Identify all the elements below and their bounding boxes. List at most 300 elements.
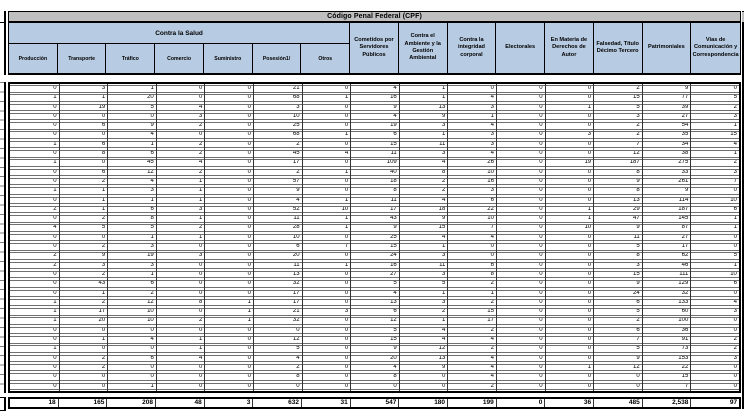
cell[interactable]: 0 (247, 86, 251, 91)
cell[interactable]: 13 (390, 299, 397, 305)
cell[interactable]: 0 (539, 364, 543, 370)
cell[interactable]: 28 (292, 225, 300, 231)
cell[interactable]: 10 (147, 309, 154, 315)
cell[interactable]: 0 (587, 281, 592, 287)
cell[interactable]: 0 (539, 244, 543, 250)
cell[interactable]: 1 (344, 216, 349, 222)
cell[interactable]: 0 (539, 141, 543, 147)
cell[interactable]: 3 (490, 141, 494, 147)
cell[interactable]: 0 (587, 95, 592, 101)
cell[interactable]: 11 (439, 141, 446, 147)
cell[interactable]: 0 (539, 216, 543, 222)
cell[interactable]: 0 (199, 383, 203, 389)
cell[interactable]: 6 (150, 151, 154, 157)
cell[interactable]: 17 (681, 244, 689, 250)
total-cell[interactable]: 3 (205, 399, 254, 407)
cell[interactable]: 20 (147, 95, 154, 101)
cell[interactable]: 1 (344, 169, 349, 175)
cell[interactable]: 35 (681, 132, 689, 138)
cell[interactable]: 0 (587, 337, 592, 343)
cell[interactable]: 15 (438, 225, 446, 231)
cell[interactable]: 0 (53, 169, 57, 175)
cell[interactable]: 24 (633, 290, 640, 296)
total-cell[interactable]: 0 (497, 399, 546, 407)
cell[interactable]: 3 (587, 132, 592, 138)
cell[interactable]: 0 (247, 141, 251, 147)
cell[interactable]: 3 (150, 244, 154, 250)
cell[interactable]: 1 (199, 197, 203, 203)
cell[interactable]: 8 (393, 188, 397, 194)
cell[interactable]: 1 (442, 132, 446, 138)
cell[interactable]: 0 (587, 346, 592, 352)
cell[interactable]: 9 (393, 346, 397, 352)
cell[interactable]: 1 (53, 141, 57, 147)
cell[interactable]: 0 (587, 327, 592, 333)
cell[interactable]: 100 (678, 318, 689, 324)
cell[interactable]: 0 (247, 327, 251, 333)
cell[interactable]: 0 (539, 206, 543, 212)
total-cell[interactable]: 485 (594, 399, 643, 407)
cell[interactable]: 4 (733, 141, 737, 147)
cell[interactable]: 3 (199, 113, 203, 119)
cell[interactable]: 3 (296, 104, 300, 110)
cell[interactable]: 0 (199, 281, 203, 287)
column-header-produccion[interactable]: Producción (9, 44, 58, 73)
column-header-patrimoniales[interactable]: Patrimoniales (643, 23, 692, 73)
cell[interactable]: 0 (344, 364, 349, 370)
cell[interactable]: 4 (296, 197, 300, 203)
cell[interactable]: 0 (539, 383, 543, 389)
cell[interactable]: 3 (490, 132, 494, 138)
cell[interactable]: 0 (247, 225, 251, 231)
cell[interactable]: 2 (53, 262, 57, 268)
cell[interactable]: 1 (733, 262, 737, 268)
cell[interactable]: 0 (539, 234, 543, 240)
cell[interactable]: 4 (393, 86, 397, 91)
cell[interactable]: 34 (681, 141, 689, 147)
cell[interactable]: 0 (199, 290, 203, 296)
cell[interactable]: 0 (539, 374, 543, 380)
cell[interactable]: 2 (733, 337, 737, 343)
column-header-suministro[interactable]: Suministro (204, 44, 253, 73)
cell[interactable]: 1 (344, 95, 349, 101)
cell[interactable]: 3 (490, 104, 494, 110)
cell[interactable]: 0 (53, 244, 57, 250)
cell[interactable]: 15 (633, 95, 640, 101)
cell[interactable]: 2 (636, 318, 640, 324)
cell[interactable]: 2 (101, 299, 106, 305)
cell[interactable]: 3 (490, 188, 494, 194)
cell[interactable]: 20 (98, 318, 106, 324)
cell[interactable]: 6 (150, 206, 154, 212)
cell[interactable]: 0 (539, 169, 543, 175)
cell[interactable]: 0 (101, 327, 106, 333)
cell[interactable]: 10 (730, 271, 737, 277)
cell[interactable]: 1 (199, 234, 203, 240)
cell[interactable]: 45 (147, 160, 154, 166)
cell[interactable]: 1 (53, 188, 57, 194)
cell[interactable]: 3 (733, 113, 737, 119)
cell[interactable]: 6 (393, 132, 397, 138)
column-header-vias-comunicacion[interactable]: Vías de Comunicación y Correspondencia (692, 37, 739, 58)
cell[interactable]: 1 (53, 299, 57, 305)
cell[interactable]: 0 (587, 290, 592, 296)
cell[interactable]: 0 (344, 383, 349, 389)
cell[interactable]: 2 (101, 355, 106, 361)
cell[interactable]: 0 (101, 234, 106, 240)
cell[interactable]: 0 (393, 383, 397, 389)
cell[interactable]: 0 (101, 160, 106, 166)
cell[interactable]: 3 (733, 309, 737, 315)
cell[interactable]: 2 (199, 169, 203, 175)
cell[interactable]: 0 (539, 132, 543, 138)
cell[interactable]: 2 (636, 132, 640, 138)
total-cell[interactable]: 199 (448, 399, 497, 407)
cell[interactable]: 0 (587, 141, 592, 147)
cell[interactable]: 27 (390, 271, 397, 277)
column-header-derechos-de-autor[interactable]: En Materia de Derechos de Autor (545, 23, 594, 73)
cell[interactable]: 1 (733, 151, 737, 157)
cell[interactable]: 0 (247, 281, 251, 287)
cell[interactable]: 17 (487, 318, 494, 324)
cell[interactable]: 19 (98, 104, 106, 110)
cell[interactable]: 1 (101, 337, 106, 343)
cell[interactable]: 10 (292, 234, 300, 240)
cell[interactable]: 0 (53, 132, 57, 138)
cell[interactable]: 57 (292, 178, 300, 184)
cell[interactable]: 0 (344, 141, 349, 147)
cell[interactable]: 4 (393, 364, 397, 370)
cell[interactable]: 1 (150, 197, 154, 203)
cell[interactable]: 0 (587, 271, 592, 277)
cell[interactable]: 18 (390, 178, 397, 184)
cell[interactable]: 29 (633, 206, 640, 212)
cell[interactable]: 24 (390, 253, 397, 259)
cell[interactable]: 0 (247, 346, 251, 352)
cell[interactable]: 0 (587, 169, 592, 175)
cell[interactable]: 77 (681, 95, 689, 101)
cell[interactable]: 6 (393, 309, 397, 315)
cell[interactable]: 0 (733, 290, 737, 296)
cell[interactable]: 1 (101, 290, 106, 296)
cell[interactable]: 4 (442, 337, 446, 343)
cell[interactable]: 0 (199, 132, 203, 138)
cell[interactable]: 0 (344, 178, 349, 184)
cell[interactable]: 2 (101, 216, 106, 222)
cell[interactable]: 0 (247, 197, 251, 203)
column-header-integridad-corporal[interactable]: Contra la integridad corporal (448, 23, 497, 73)
cell[interactable]: 2 (490, 346, 494, 352)
cell[interactable]: 0 (247, 262, 251, 268)
cell[interactable]: 153 (678, 355, 689, 361)
total-cell[interactable]: 36 (545, 399, 594, 407)
cell[interactable]: 0 (539, 299, 543, 305)
cell[interactable]: 6 (101, 141, 106, 147)
cell[interactable]: 4 (442, 160, 446, 166)
cell[interactable]: 0 (247, 160, 251, 166)
cell[interactable]: 10 (730, 197, 737, 203)
cell[interactable]: 0 (587, 262, 592, 268)
cell[interactable]: 11 (390, 197, 397, 203)
cell[interactable]: 0 (587, 151, 592, 157)
total-cell[interactable]: 31 (302, 399, 351, 407)
cell[interactable]: 0 (247, 244, 251, 250)
cell[interactable]: 1 (101, 197, 106, 203)
cell[interactable]: 1 (344, 132, 349, 138)
cell[interactable]: 0 (199, 309, 203, 315)
cell[interactable]: 3 (101, 86, 106, 91)
cell[interactable]: 0 (539, 337, 543, 343)
cell[interactable]: 1 (490, 113, 494, 119)
cell[interactable]: 0 (539, 225, 543, 231)
cell[interactable]: 3 (636, 113, 640, 119)
cell[interactable]: 27 (681, 113, 689, 119)
cell[interactable]: 0 (247, 113, 251, 119)
cell[interactable]: 4 (490, 364, 494, 370)
cell[interactable]: 5 (733, 95, 737, 101)
cell[interactable]: 0 (733, 383, 737, 389)
cell[interactable]: 47 (633, 216, 640, 222)
cell[interactable]: 12 (390, 318, 397, 324)
cell[interactable]: 1 (733, 225, 737, 231)
cell[interactable]: 4 (393, 290, 397, 296)
cell[interactable]: 17 (292, 290, 300, 296)
cell[interactable]: 4 (442, 327, 446, 333)
cell[interactable]: 0 (199, 262, 203, 268)
cell[interactable]: 2 (296, 169, 300, 175)
cell[interactable]: 1 (199, 216, 203, 222)
cell[interactable]: 0 (344, 113, 349, 119)
cell[interactable]: 0 (587, 309, 592, 315)
cell[interactable]: 261 (678, 178, 689, 184)
cell[interactable]: 0 (587, 318, 592, 324)
cell[interactable]: 15 (730, 132, 737, 138)
cell[interactable]: 0 (539, 253, 543, 259)
cell[interactable]: 16 (487, 178, 494, 184)
cell[interactable]: 2 (733, 160, 737, 166)
cell[interactable]: 0 (247, 132, 251, 138)
cell[interactable]: 0 (53, 113, 57, 119)
cell[interactable]: 0 (53, 383, 57, 389)
cell[interactable]: 0 (442, 374, 446, 380)
cell[interactable]: 11 (293, 262, 300, 268)
cell[interactable]: 1 (150, 383, 154, 389)
cell[interactable]: 0 (587, 383, 592, 389)
cell[interactable]: 6 (490, 197, 494, 203)
cell[interactable]: 0 (490, 244, 494, 250)
cell[interactable]: 12 (633, 364, 640, 370)
cell[interactable]: 1 (344, 225, 349, 231)
cell[interactable]: 0 (733, 188, 737, 194)
column-header-ambiente[interactable]: Contra el Ambiente y la Gestión Ambiental (399, 23, 448, 73)
cell[interactable]: 7 (490, 225, 494, 231)
cell[interactable]: 13 (438, 355, 446, 361)
cell[interactable]: 6 (296, 244, 300, 250)
cell[interactable]: 1 (587, 216, 592, 222)
cell[interactable]: 2 (199, 225, 203, 231)
cell[interactable]: 1 (490, 290, 494, 296)
cell[interactable]: 0 (344, 374, 349, 380)
cell[interactable]: 0 (247, 188, 251, 194)
cell[interactable]: 6 (101, 123, 106, 129)
cell[interactable]: 15 (681, 374, 689, 380)
cell[interactable]: 4 (442, 197, 446, 203)
cell[interactable]: 10 (487, 216, 494, 222)
cell[interactable]: 0 (296, 383, 300, 389)
cell[interactable]: 62 (681, 253, 689, 259)
cell[interactable]: 60 (681, 309, 689, 315)
cell[interactable]: 21 (292, 309, 300, 315)
cell[interactable]: 5 (150, 104, 154, 110)
cell[interactable]: 1 (199, 178, 203, 184)
column-header-otros[interactable]: Otros (301, 44, 350, 73)
cell[interactable]: 0 (150, 374, 154, 380)
cell[interactable]: 0 (53, 327, 57, 333)
cell[interactable]: 12 (633, 151, 640, 157)
cell[interactable]: 11 (633, 234, 640, 240)
cell[interactable]: 4 (53, 225, 57, 231)
cell[interactable]: 10 (487, 169, 494, 175)
cell[interactable]: 0 (344, 123, 349, 129)
cell[interactable]: 0 (587, 113, 592, 119)
cell[interactable]: 2 (442, 178, 446, 184)
cell[interactable]: 1 (150, 234, 154, 240)
cell[interactable]: 3 (199, 253, 203, 259)
cell[interactable]: 46 (681, 262, 689, 268)
cell[interactable]: 26 (487, 160, 494, 166)
cell[interactable]: 20 (390, 355, 397, 361)
cell[interactable]: 17 (292, 299, 300, 305)
cell[interactable]: 1 (53, 318, 57, 324)
cell[interactable]: 6 (101, 169, 106, 175)
cell[interactable]: 0 (53, 271, 57, 277)
cell[interactable]: 187 (678, 206, 689, 212)
cell[interactable]: 8 (442, 169, 446, 175)
cell[interactable]: 4 (199, 104, 203, 110)
cell[interactable]: 0 (53, 281, 57, 287)
cell[interactable]: 5 (101, 225, 106, 231)
cell[interactable]: 6 (150, 281, 154, 287)
cell[interactable]: 1 (442, 318, 446, 324)
group-header-contra-la-salud[interactable]: Contra la Salud (9, 23, 350, 44)
cell[interactable]: 2 (101, 271, 106, 277)
cell[interactable]: 1 (101, 188, 106, 194)
cell[interactable]: 2 (199, 318, 203, 324)
cell[interactable]: 0 (587, 299, 592, 305)
cell[interactable]: 22 (681, 364, 689, 370)
cell[interactable]: 0 (199, 327, 203, 333)
cell[interactable]: 0 (199, 86, 203, 91)
cell[interactable]: 3 (150, 188, 154, 194)
cell[interactable]: 7 (684, 383, 689, 389)
cell[interactable]: 15 (390, 141, 397, 147)
cell[interactable]: 3 (442, 253, 446, 259)
cell[interactable]: 0 (247, 290, 251, 296)
cell[interactable]: 0 (101, 374, 106, 380)
cell[interactable]: 0 (587, 197, 592, 203)
cell[interactable]: 0 (733, 374, 737, 380)
cell[interactable]: 1 (53, 309, 57, 315)
cell[interactable]: 54 (681, 123, 689, 129)
cell[interactable]: 6 (150, 355, 154, 361)
cell[interactable]: 275 (678, 160, 689, 166)
cell[interactable]: 1 (247, 299, 251, 305)
cell[interactable]: 6 (636, 299, 640, 305)
cell[interactable]: 2 (442, 188, 446, 194)
cell[interactable]: 0 (539, 309, 543, 315)
cell[interactable]: 1 (199, 337, 203, 343)
cell[interactable]: 6 (733, 206, 737, 212)
cell[interactable]: 0 (587, 253, 592, 259)
cell[interactable]: 2 (296, 364, 300, 370)
cell[interactable]: 3 (442, 271, 446, 277)
cell[interactable]: 25 (292, 123, 300, 129)
cell[interactable]: 9 (442, 364, 446, 370)
cell[interactable]: 0 (199, 95, 203, 101)
cell[interactable]: 16 (390, 95, 397, 101)
cell[interactable]: 0 (150, 346, 154, 352)
cell[interactable]: 0 (539, 197, 543, 203)
cell[interactable]: 0 (101, 383, 106, 389)
cell[interactable]: 5 (393, 327, 397, 333)
cell[interactable]: 9 (296, 188, 300, 194)
cell[interactable]: 0 (247, 383, 251, 389)
cell[interactable]: 8 (101, 151, 106, 157)
cell[interactable]: 4 (490, 151, 494, 157)
cell[interactable]: 1 (53, 160, 57, 166)
cell[interactable]: 1 (587, 364, 592, 370)
total-cell[interactable]: 48 (156, 399, 205, 407)
total-cell[interactable]: 97 (729, 399, 738, 407)
column-header-posesion[interactable]: Posesión1/ (253, 44, 302, 73)
cell[interactable]: 10 (147, 318, 154, 324)
cell[interactable]: 43 (390, 216, 397, 222)
cell[interactable]: 17 (390, 206, 397, 212)
cell[interactable]: 0 (344, 299, 349, 305)
cell[interactable]: 2 (733, 346, 737, 352)
column-header-transporte[interactable]: Transporte (58, 44, 107, 73)
cell[interactable]: 0 (733, 86, 737, 91)
cell[interactable]: 1 (101, 95, 106, 101)
cell[interactable]: 4 (490, 234, 494, 240)
cell[interactable]: 0 (53, 234, 57, 240)
cell[interactable]: 1 (150, 86, 154, 91)
cell[interactable]: 3 (733, 169, 737, 175)
cell[interactable]: 5 (296, 346, 300, 352)
cell[interactable]: 0 (539, 113, 543, 119)
cell[interactable]: 11 (390, 151, 397, 157)
cell[interactable]: 0 (587, 178, 592, 184)
total-cell[interactable]: 165 (59, 399, 108, 407)
cell[interactable]: 52 (292, 206, 300, 212)
cell[interactable]: 32 (292, 281, 300, 287)
cell[interactable]: 0 (53, 104, 57, 110)
total-cell[interactable]: 2,538 (643, 399, 692, 407)
cell[interactable]: 2 (53, 206, 57, 212)
cell[interactable]: 0 (199, 374, 203, 380)
cell[interactable]: 5 (636, 346, 640, 352)
cell[interactable]: 4 (199, 355, 203, 361)
column-header-falsedad[interactable]: Falsedad, Título Décimo Tercero (594, 23, 643, 73)
cell[interactable]: 0 (247, 123, 251, 129)
cell[interactable]: 109 (386, 160, 397, 166)
cell[interactable]: 0 (539, 178, 543, 184)
cell[interactable]: 0 (344, 271, 349, 277)
cell[interactable]: 10 (584, 225, 592, 231)
cell[interactable]: 0 (53, 216, 57, 222)
cell[interactable]: 5 (636, 244, 640, 250)
cell[interactable]: 15 (487, 309, 494, 315)
